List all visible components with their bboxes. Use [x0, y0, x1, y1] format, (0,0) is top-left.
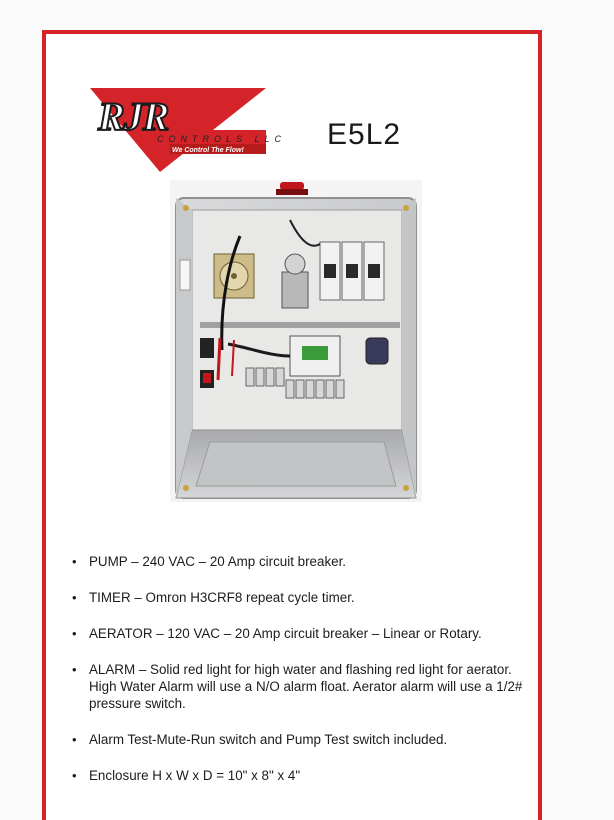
model-number: E5L2 [327, 118, 402, 151]
list-item: • AERATOR – 120 VAC – 20 Amp circuit breaker – Linear or Rotary. [72, 626, 482, 641]
list-item: • PUMP – 240 VAC – 20 Amp circuit breaker. [72, 554, 347, 569]
logo-subtitle: CONTROLS LLC [157, 134, 287, 144]
list-item: • Enclosure H x W x D = 10" x 8" x 4" [72, 768, 301, 783]
logo-letters: RJR [98, 94, 169, 139]
control-panel-photo [170, 180, 422, 502]
list-item: • TIMER – Omron H3CRF8 repeat cycle timer. [72, 590, 355, 605]
list-item: • ALARM – Solid red light for high water and flashing red light for aerator. High Water Alarm will use a N/O alarm float. Aerator alarm will use a 1/2# pressure switch. [72, 662, 523, 711]
feature-list [72, 553, 528, 803]
logo-tagline: We Control The Flow! [172, 147, 244, 154]
list-item: • Alarm Test-Mute-Run switch and Pump Test switch included. [72, 732, 448, 747]
